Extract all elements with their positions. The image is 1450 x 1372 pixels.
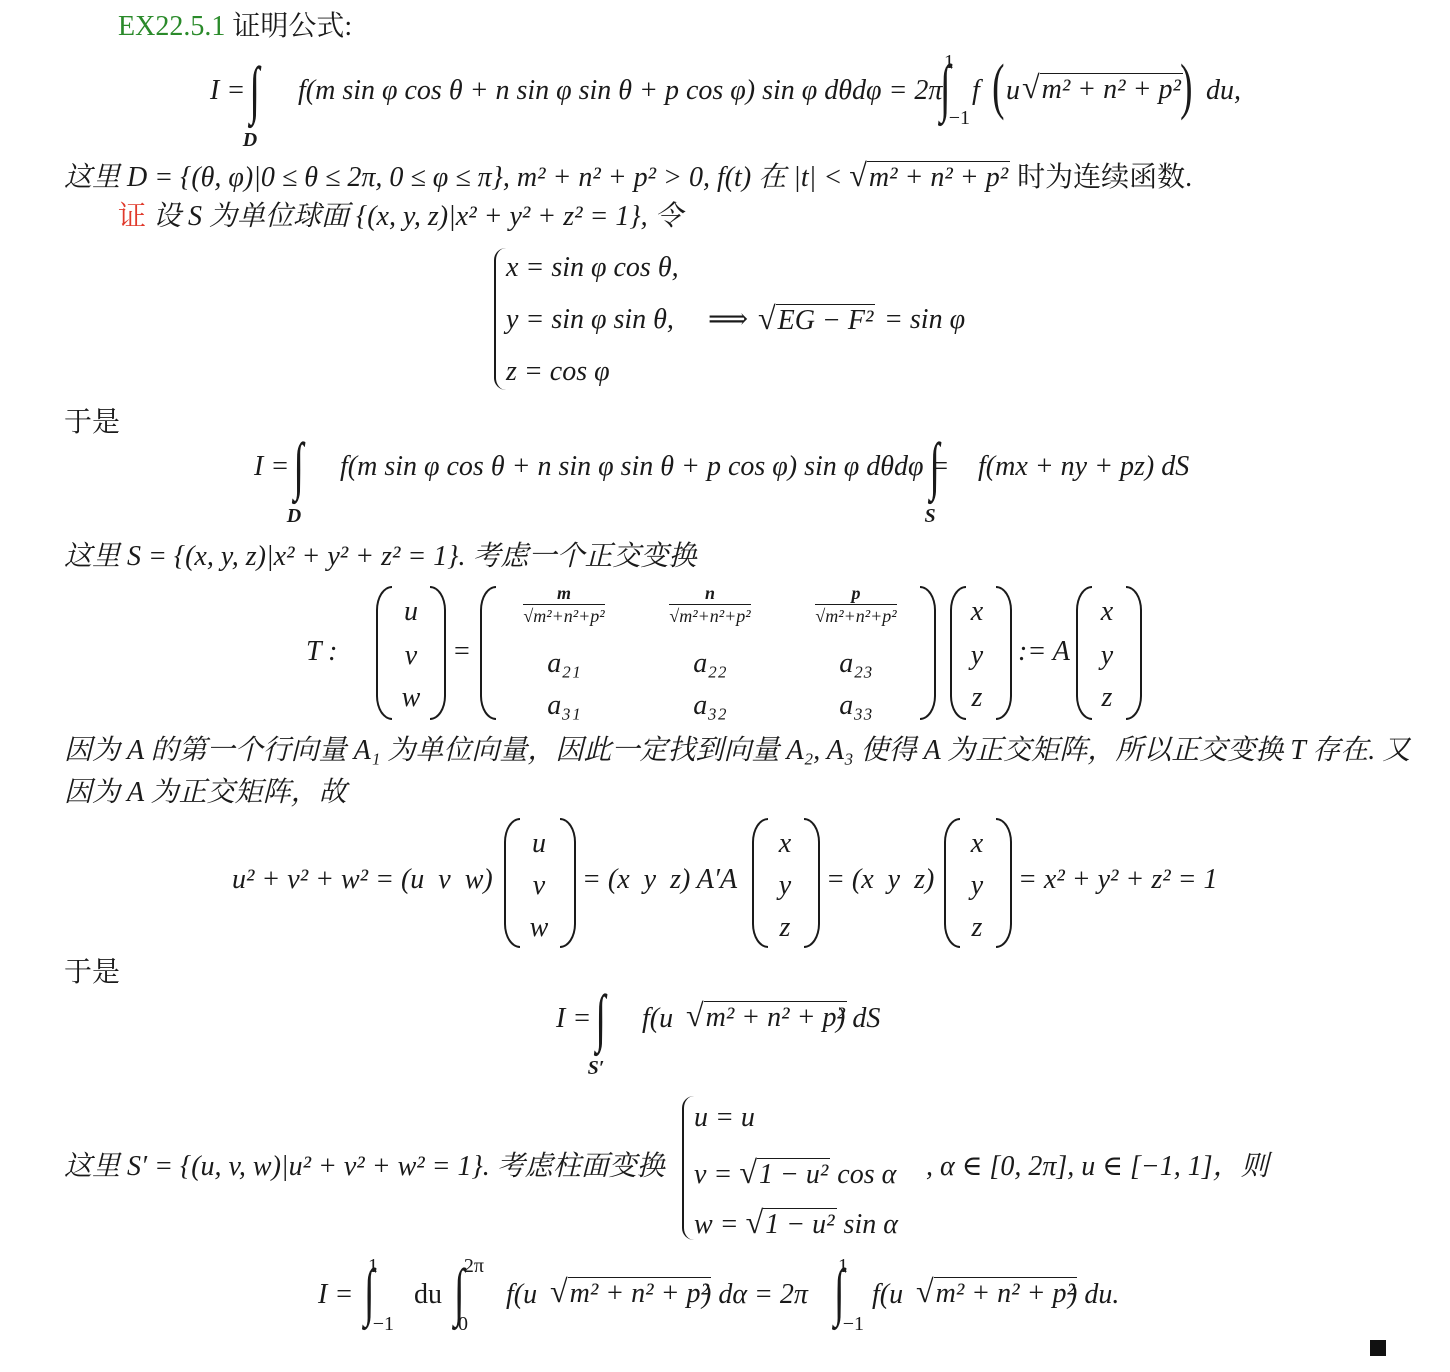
eq5-sqrt-2: √m² + n² + p²	[916, 1273, 1075, 1309]
eq3-rhs: = x² + y² + z² = 1	[1018, 864, 1218, 895]
right-paren: )	[1180, 53, 1193, 121]
A-paren-right	[920, 586, 936, 720]
eq3-xyz-paren-right	[804, 818, 820, 948]
eq1-lhs: I =	[210, 75, 246, 106]
eq5-du-1: du	[414, 1279, 442, 1310]
sys2-w-sqrt: √1 − u²	[745, 1204, 835, 1240]
A-31: a₃₁	[547, 690, 581, 721]
eq4-sqrt: √m² + n² + p²	[686, 997, 845, 1033]
equation-3	[232, 818, 1232, 950]
A-12: $\frac{n}{\text{√m²+n²+p²}}$	[669, 583, 751, 626]
sys2-w	[694, 1204, 898, 1241]
T-vec-u: u	[404, 596, 418, 627]
A-11-den: m²+n²+p²	[533, 605, 605, 626]
eq3-z2: z	[971, 912, 983, 943]
eq5-f-a: f(u	[506, 1279, 538, 1310]
sys1-result: = sin φ	[884, 304, 966, 335]
xyz2-z: z	[1101, 682, 1113, 713]
eq3-z1: z	[779, 912, 791, 943]
where-D-tail: 时为连续函数.	[1017, 162, 1193, 193]
eq2-lhs: I =	[254, 451, 290, 482]
proof-intro: 设 S 为单位球面 {(x, y, z)|x² + y² + z² = 1}, 令	[153, 201, 683, 232]
sqrt-mnp-body: m² + n² + p²	[1041, 74, 1181, 105]
param-range: , α ∈ [0, 2π], u ∈ [−1, 1]，则	[926, 1151, 1269, 1182]
eq4-integrand-a: f(u	[642, 1003, 674, 1034]
eq3-x1: x	[778, 828, 792, 859]
sys2-w-sqrt-body: 1 − u²	[765, 1209, 835, 1240]
T-label: T :	[306, 636, 338, 667]
eq5-sqrt-2-body: m² + n² + p²	[935, 1278, 1075, 1309]
eq3-xyz-paren-left	[752, 818, 768, 948]
sys1-x: x = sin φ cos θ,	[506, 252, 679, 283]
sqrt-EG-body: EG − F²	[777, 305, 874, 336]
xyz-y: y	[970, 640, 984, 671]
A-13: $\frac{p}{\text{√m²+n²+p²}}$	[815, 583, 897, 626]
A-32: a₃₂	[693, 690, 727, 721]
exercise-header	[118, 10, 352, 44]
integral-domain-D: D	[242, 129, 258, 151]
eq1-integrand: f(m sin φ cos θ + n sin φ sin θ + p cos φ) sin φ dθdφ = 2π	[298, 75, 943, 106]
eq3-uvw-paren-left	[504, 818, 520, 948]
eq5-f-b: ) dα = 2π	[702, 1279, 808, 1310]
xyz2-paren-right	[1126, 586, 1142, 720]
A-13-num: p	[851, 583, 861, 603]
left-brace	[494, 248, 506, 390]
xyz-x: x	[970, 596, 984, 627]
A-22: a₂₂	[693, 648, 727, 679]
A-11: $\frac{m}{\text{√m²+n²+p²}}$	[523, 583, 605, 626]
eq5-sqrt-1: √m² + n² + p²	[550, 1273, 709, 1309]
left-paren: (	[992, 53, 1005, 121]
lower-limit: −1	[948, 107, 970, 129]
qed-square-icon	[1370, 1340, 1386, 1356]
sqrt-mnp: √m² + n² + p²	[1022, 69, 1181, 105]
xyz2-y: y	[1100, 640, 1114, 671]
A-paren-left	[480, 586, 496, 720]
A-13-den: m²+n²+p²	[825, 605, 897, 626]
eq5-int3-upper: 1	[838, 1255, 848, 1277]
eq3-xyz2-paren-right	[996, 818, 1012, 948]
eq5-int1-lower: −1	[372, 1313, 394, 1335]
eq5-int3-lower: −1	[842, 1313, 864, 1335]
integral-domain-S-prime: S′	[587, 1057, 605, 1079]
because-line-1: 因为 A 的第一个行向量 A₁ 为单位向量，因此一定找到向量 A₂, A₃ 使得 A 为正交矩阵，所以正交变换 T 存在. 又	[64, 735, 1411, 766]
where-D-text: 这里 D = {(θ, φ)|0 ≤ θ ≤ 2π, 0 ≤ φ ≤ π}, m² + n² + p² > 0, f(t) 在 |t| <	[64, 162, 843, 193]
spherical-system	[494, 246, 974, 396]
eq3-xyz2-paren-left	[944, 818, 960, 948]
eq5-lhs: I =	[318, 1279, 354, 1310]
exercise-title: 证明公式:	[232, 11, 353, 42]
sys2-w-a: w =	[694, 1209, 739, 1240]
eq3-mid1: = (x y z) A′A	[582, 864, 738, 895]
transform-T	[300, 584, 1150, 724]
eq1-du: du,	[1206, 75, 1241, 106]
where-D-line	[64, 156, 1192, 195]
sys2-v-sqrt: √1 − u²	[739, 1154, 829, 1190]
integral-domain-S: S	[924, 505, 936, 527]
therefore-1: 于是	[64, 407, 121, 438]
sys2-v	[694, 1154, 896, 1191]
proof-intro-line	[118, 200, 683, 234]
eq5-int1-upper: 1	[368, 1255, 378, 1277]
therefore-2: 于是	[64, 957, 121, 988]
integral-domain-D-2: D	[286, 505, 302, 527]
uvw-paren-left	[376, 586, 392, 720]
eq3-y1: y	[778, 870, 792, 901]
A-11-num: m	[556, 583, 571, 603]
eq5-int2-upper: 2π	[463, 1255, 484, 1277]
T-vec-w: w	[401, 682, 421, 713]
eq5-sqrt-1-body: m² + n² + p²	[569, 1278, 709, 1309]
because-line-2: 因为 A 为正交矩阵，故	[64, 777, 347, 808]
sys2-w-b: sin α	[843, 1209, 898, 1240]
where-S-prime-line: 这里 S′ = {(u, v, w)|u² + v² + w² = 1}. 考虑柱面变换	[64, 1151, 665, 1182]
xyz-z: z	[971, 682, 983, 713]
A-33: a₃₃	[839, 690, 873, 721]
A-21: a₂₁	[547, 648, 581, 679]
eq3-w: w	[529, 912, 549, 943]
eq2-rhs: f(mx + ny + pz) dS	[978, 451, 1190, 482]
cylinder-system	[682, 1094, 942, 1244]
sqrt-condition-body: m² + n² + p²	[868, 162, 1009, 193]
sys1-z: z = cos φ	[506, 356, 610, 387]
sys2-v-b: cos α	[837, 1159, 897, 1190]
assign-A: := A	[1018, 636, 1070, 667]
xyz2-x: x	[1100, 596, 1114, 627]
A-23: a₂₃	[839, 648, 873, 679]
eq4-integrand-b: ) dS	[836, 1003, 881, 1034]
A-12-num: n	[704, 583, 715, 603]
eq5-f2-b: ) du.	[1068, 1279, 1120, 1310]
sqrt-EG: √EG − F²	[758, 300, 874, 336]
eq2-integrand: f(m sin φ cos θ + n sin φ sin θ + p cos φ) sin φ dθdφ =	[340, 451, 950, 482]
T-vec-v: v	[404, 640, 418, 671]
eq3-u: u	[532, 828, 546, 859]
sys2-v-sqrt-body: 1 − u²	[759, 1159, 829, 1190]
eq3-lhs: u² + v² + w² = (u v w)	[232, 864, 493, 895]
eq3-uvw-paren-right	[560, 818, 576, 948]
sys2-v-a: v =	[694, 1159, 733, 1190]
eq3-x2: x	[970, 828, 984, 859]
sys1-y: y = sin φ sin θ,	[506, 304, 674, 335]
eq4-lhs: I =	[556, 1003, 592, 1034]
eq3-mid2: = (x y z)	[826, 864, 935, 895]
uvw-paren-right	[430, 586, 446, 720]
eq3-y2: y	[970, 870, 984, 901]
where-S-line: 这里 S = {(x, y, z)|x² + y² + z² = 1}. 考虑一个正交变换	[64, 541, 697, 572]
exercise-label: EX22.5.1	[118, 11, 226, 42]
eq5-f2-a: f(u	[872, 1279, 904, 1310]
T-eq-sign: =	[454, 636, 470, 667]
A-12-den: m²+n²+p²	[679, 605, 751, 626]
xyz-paren-right	[996, 586, 1012, 720]
eq5-int2-lower: 0	[458, 1313, 468, 1335]
eq4-sqrt-body: m² + n² + p²	[705, 1002, 845, 1033]
proof-label: 证	[118, 201, 147, 232]
upper-limit: 1	[944, 51, 954, 73]
eq1-rhs-f: f	[972, 75, 980, 106]
implies-arrow: ⟹	[708, 304, 749, 335]
sqrt-condition: √m² + n² + p²	[849, 157, 1009, 193]
eq1-rhs-u: u	[1006, 75, 1020, 106]
xyz2-paren-left	[1076, 586, 1092, 720]
eq3-v: v	[532, 870, 546, 901]
sys2-u: u = u	[694, 1102, 755, 1133]
left-brace-2	[682, 1096, 694, 1240]
